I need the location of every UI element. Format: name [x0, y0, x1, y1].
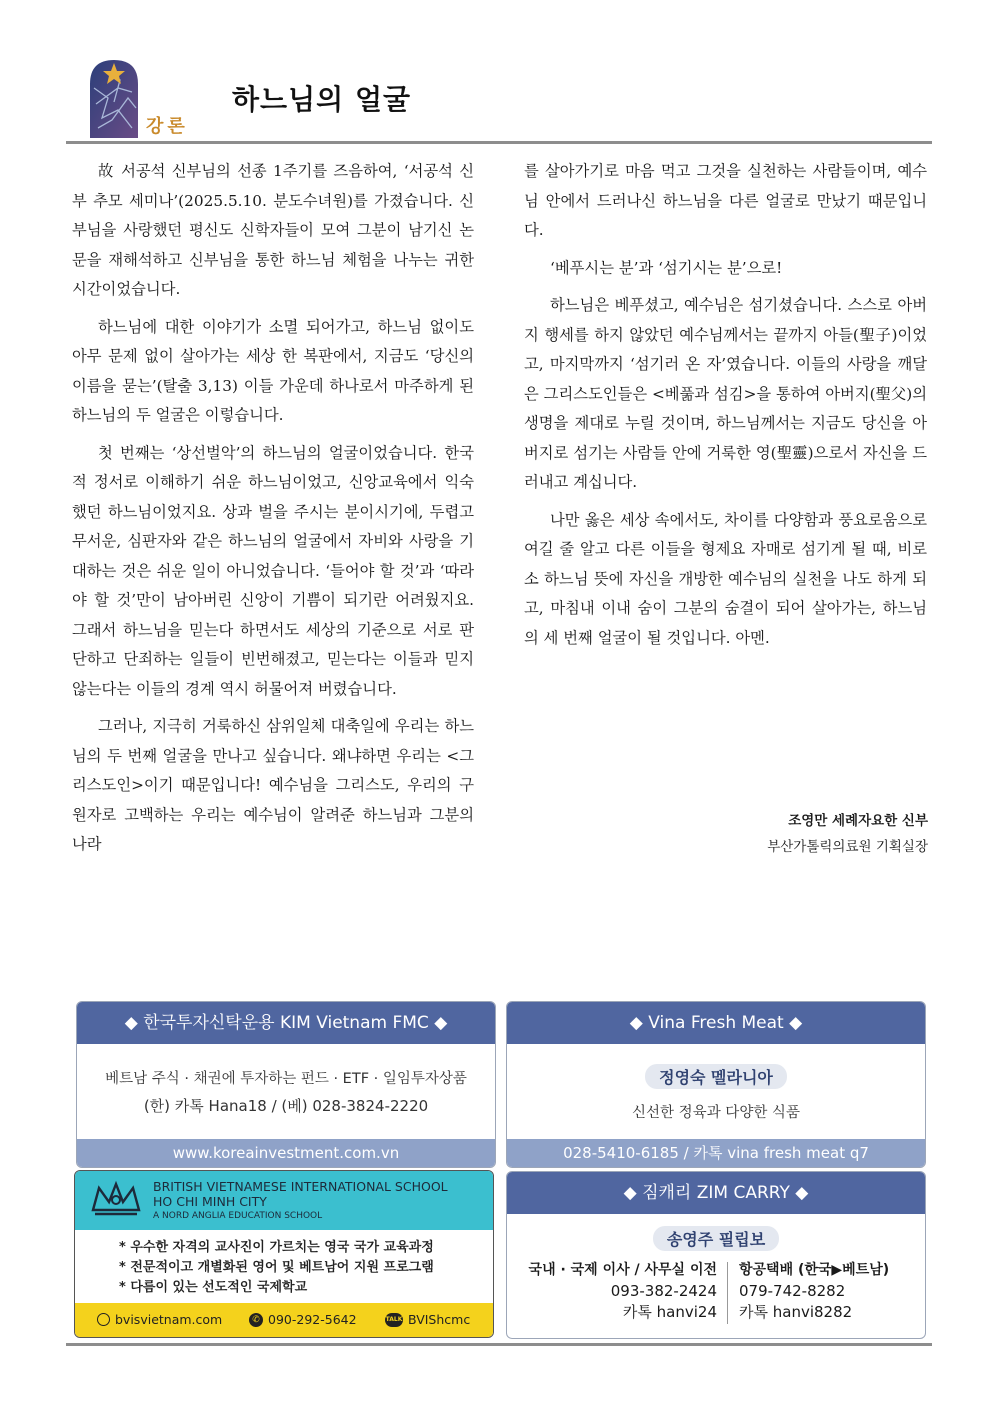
zim-carry-ad [506, 1171, 926, 1339]
zim-air-delivery-phone: 079-742-8282 [739, 1282, 846, 1300]
author-signature [767, 808, 928, 860]
vina-ad-owner: 정영숙 멜라니아 [645, 1064, 787, 1089]
bvis-kakaotalk[interactable]: TALK BVIShcmc [385, 1312, 471, 1327]
bvis-bullet: * 전문적이고 개별화된 영어 및 베트남어 지원 프로그램 [119, 1260, 434, 1275]
article-paragraph: ‘베푸시는 분’과 ‘섬기시는 분’으로! [550, 258, 783, 277]
top-divider [66, 141, 932, 144]
article-right-column [524, 157, 927, 661]
zim-ad-owner: 송영주 필립보 [653, 1226, 779, 1251]
bvis-bullet: * 다름이 있는 선도적인 국제학교 [119, 1280, 308, 1295]
article-paragraph: 하느님은 베푸셨고, 예수님은 섬기셨습니다. 스스로 아버지 행세를 하지 않았던 예수님께서는 끝까지 아들(聖子)이었고, 마지막까지 ‘섬기러 온 자’였습니다. 이들의 사랑을 깨달은 그리스도인들은 <베풂과 섬김>을 통하여 아버지(聖父)의 생명을 제대로 누릴 것이며, 하느님께서는 지금도 당신을 아버지로 섬기는 사람들 안에 거룩한 영(聖靈)으로서 자신을 드러내고 계십니다. [524, 296, 927, 491]
author-name: 조영만 세례자요한 신부 [788, 813, 928, 829]
bvis-name-line2: HO CHI MINH CITY [153, 1194, 267, 1209]
zim-moving-service: 국내 · 국제 이사 / 사무실 이전 [528, 1262, 717, 1278]
article-paragraph-continued: 를 살아가기로 마음 먹고 그것을 실천하는 사람들이며, 예수님 안에서 드러나신 하느님을 다른 얼굴로 만났기 때문입니다. [524, 162, 927, 239]
zim-ad-title: ◆ 짐캐리 ZIM CARRY ◆ [507, 1172, 925, 1214]
vina-ad-description: 신선한 정육과 다양한 식품 [632, 1105, 800, 1121]
bvis-school-ad [74, 1170, 494, 1338]
article-paragraph: 그러나, 지극히 거룩하신 삼위일체 대축일에 우리는 하느님의 두 번째 얼굴을 만나고 싶습니다. 왜냐하면 우리는 <그리스도인>이기 때문입니다! 예수님을 그리스도, 우리의 구원자로 고백하는 우리는 예수님이 알려준 하느님과 그분의 나라 [72, 717, 474, 853]
author-role: 부산가톨릭의료원 기획실장 [767, 839, 928, 855]
bvis-crown-logo-icon [89, 1180, 143, 1224]
article-paragraph: 첫 번째는 ‘상선벌악’의 하느님의 얼굴이었습니다. 한국적 정서로 이해하기 쉬운 하느님이었고, 신앙교육에서 익숙했던 하느님이었지요. 상과 벌을 주시는 분이시기에, 두렵고 무서운, 심판자와 같은 하느님의 얼굴에서 자비와 사랑을 기대하는 것은 쉬운 일이 아니었습니다. ‘들어야 할 것’과 ‘따라야 할 것’만이 남아버린 신앙이 기쁨이 되기란 어려웠지요. 그래서 하느님을 믿는다 하면서도 세상의 기준으로 서로 판단하고 단죄하는 일들이 빈번해졌고, 믿는다는 이들과 믿지 않는다는 이들의 경계 역시 허물어져 버렸습니다. [72, 443, 474, 698]
kim-vietnam-ad [76, 1001, 496, 1168]
phone-icon: ✆ [249, 1313, 263, 1327]
vina-ad-contact: 028-5410-6185 / 카톡 vina fresh meat q7 [507, 1139, 925, 1167]
article-paragraph: 나만 옳은 세상 속에서도, 차이를 다양함과 풍요로움으로 여길 줄 알고 다른 이들을 형제요 자매로 섬기게 될 때, 비로소 하느님 뜻에 자신을 개방한 예수님의 실천을 나도 하게 되고, 마침내 이내 숨이 그분의 숨결이 되어 살아가는, 하느님의 세 번째 얼굴이 될 것입니다. 아멘. [524, 510, 927, 647]
kim-ad-contact: (한) 카톡 Hana18 / (베) 028-3824-2220 [143, 1097, 429, 1115]
bvis-name-line1: BRITISH VIETNAMESE INTERNATIONAL SCHOOL [153, 1179, 448, 1194]
bvis-subtitle: A NORD ANGLIA EDUCATION SCHOOL [153, 1211, 323, 1221]
kakaotalk-icon: TALK [385, 1313, 403, 1327]
kim-ad-description: 베트남 주식 · 채권에 투자하는 펀드 · ETF · 일임투자상품 [105, 1071, 467, 1087]
bvis-website-link[interactable]: bvisvietnam.com [97, 1312, 222, 1327]
article-paragraph: 하느님에 대한 이야기가 소멸 되어가고, 하느님 없이도 아무 문제 없이 살아가는 세상 한 복판에서, 지금도 ‘당신의 이름을 묻는’(탈출 3,13) 이들 가운데 하나로서 마주하게 된 하느님의 두 얼굴은 이렇습니다. [72, 317, 474, 424]
zim-divider [727, 1262, 729, 1324]
bvis-bullet: * 우수한 자격의 교사진이 가르치는 영국 국가 교육과정 [119, 1240, 434, 1255]
page-title: 하느님의 얼굴 [232, 83, 412, 116]
zim-moving-talk: 카톡 hanvi24 [622, 1303, 717, 1321]
vina-ad-title: ◆ Vina Fresh Meat ◆ [507, 1002, 925, 1044]
article-paragraph: 故 서공석 신부님의 선종 1주기를 즈음하여, ‘서공석 신부 추모 세미나’(2025.5.10. 분도수녀원)를 가졌습니다. 신부님을 사랑했던 평신도 신학자들이 모여 그분이 남기신 논문을 재해석하고 신부님을 통한 하느님 체험을 나누는 귀한 시간이었습니다. [72, 162, 474, 298]
zim-air-delivery-service: 항공택배 (한국▶베트남) [739, 1262, 890, 1278]
globe-icon [97, 1313, 110, 1326]
zim-air-delivery-talk: 카톡 hanvi8282 [739, 1303, 853, 1321]
bvis-phone[interactable]: ✆ 090-292-5642 [249, 1312, 357, 1327]
article-left-column [72, 157, 474, 868]
zim-moving-phone: 093-382-2424 [610, 1282, 717, 1300]
bottom-divider [66, 1343, 932, 1346]
kim-ad-title: ◆ 한국투자신탁운용 KIM Vietnam FMC ◆ [77, 1002, 495, 1044]
sermon-badge-icon [88, 58, 140, 138]
section-label: 강론 [146, 116, 189, 137]
kim-ad-website-link[interactable]: www.koreainvestment.com.vn [77, 1139, 495, 1167]
vina-fresh-meat-ad [506, 1001, 926, 1168]
